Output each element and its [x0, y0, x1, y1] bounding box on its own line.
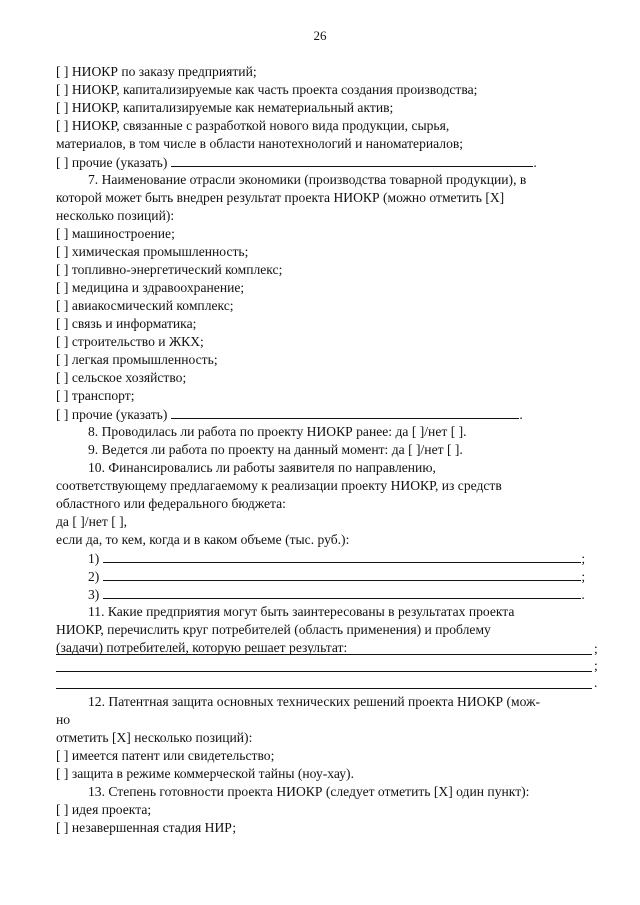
answer-fill-line[interactable]	[56, 688, 592, 689]
other-fill-blank[interactable]	[171, 405, 519, 419]
option-line: [ ] НИОКР, связанные с разработкой нового вида продукции, сырья,	[56, 118, 450, 133]
line-end-mark: .	[581, 587, 585, 602]
question-13-text: 13. Степень готовности проекта НИОКР (следует отметить [X] один пункт):	[88, 784, 530, 799]
question-12-text: 12. Патентная защита основных технических решений проекта НИОКР (мож-	[88, 694, 541, 709]
question-9-text: 9. Ведется ли работа по проекту на данный момент: да [ ]/нет [ ].	[88, 442, 463, 457]
question-10-text: областного или федерального бюджета:	[56, 496, 286, 511]
option-line: [ ] незавершенная стадия НИР;	[56, 820, 237, 835]
option-line: [ ] машиностроение;	[56, 226, 175, 241]
other-fill-blank[interactable]	[171, 153, 533, 167]
question-11-text: (задачи) потребителей, которую решает результат:	[56, 640, 348, 655]
option-line: [ ] топливно-энергетический комплекс;	[56, 262, 283, 277]
other-option-label: [ ] прочие (указать)	[56, 407, 168, 422]
option-line: [ ] медицина и здравоохранение;	[56, 280, 245, 295]
funding-fill-blank[interactable]	[103, 585, 581, 599]
option-line: [ ] имеется патент или свидетельство;	[56, 748, 275, 763]
option-line: [ ] НИОКР, капитализируемые как нематериальный актив;	[56, 100, 394, 115]
funding-entry-1	[88, 549, 585, 568]
other-option-line	[56, 153, 537, 172]
option-line: [ ] НИОКР, капитализируемые как часть проекта создания производства;	[56, 82, 478, 97]
funding-entry-3	[88, 585, 585, 604]
entry-number: 2)	[88, 569, 100, 584]
option-line: [ ] сельское хозяйство;	[56, 370, 187, 385]
option-line: [ ] транспорт;	[56, 388, 135, 403]
question-11-text: НИОКР, перечислить круг потребителей (область применения) и проблему	[56, 622, 491, 637]
other-option-line	[56, 405, 523, 424]
funding-entry-2	[88, 567, 585, 586]
funding-fill-blank[interactable]	[103, 567, 581, 581]
question-7-text: несколько позиций):	[56, 208, 175, 223]
option-line: [ ] защита в режиме коммерческой тайны (ноу-хау).	[56, 766, 354, 781]
question-12-text: отметить [X] несколько позиций):	[56, 730, 253, 745]
option-line: [ ] авиакосмический комплекс;	[56, 298, 234, 313]
question-10-text: 10. Финансировались ли работы заявителя по направлению,	[88, 460, 436, 475]
answer-fill-line[interactable]	[56, 671, 592, 672]
line-end-mark: .	[519, 407, 523, 422]
entry-number: 3)	[88, 587, 100, 602]
question-8-text: 8. Проводилась ли работа по проекту НИОКР ранее: да [ ]/нет [ ].	[88, 424, 467, 439]
question-7-text: 7. Наименование отрасли экономики (производства товарной продукции), в	[88, 172, 527, 187]
line-end-mark: .	[533, 155, 537, 170]
line-end-mark: ;	[594, 658, 598, 673]
entry-number: 1)	[88, 551, 100, 566]
answer-fill-line[interactable]	[56, 654, 592, 655]
option-line: [ ] строительство и ЖКХ;	[56, 334, 204, 349]
question-7-text: которой может быть внедрен результат проекта НИОКР (можно отметить [X]	[56, 190, 505, 205]
page-number: 26	[313, 28, 327, 43]
question-10-text: да [ ]/нет [ ],	[56, 514, 128, 529]
option-line: [ ] легкая промышленность;	[56, 352, 218, 367]
question-10-text: если да, то кем, когда и в каком объеме (тыс. руб.):	[56, 532, 350, 547]
line-end-mark: ;	[581, 569, 586, 584]
question-12-text: но	[56, 712, 71, 727]
option-line: [ ] НИОКР по заказу предприятий;	[56, 64, 257, 79]
option-line: [ ] идея проекта;	[56, 802, 152, 817]
line-end-mark: .	[594, 675, 598, 690]
line-end-mark: ;	[581, 551, 586, 566]
line-end-mark: ;	[594, 641, 598, 656]
question-11-text: 11. Какие предприятия могут быть заинтересованы в результатах проекта	[88, 604, 515, 619]
question-10-text: соответствующему предлагаемому к реализации проекту НИОКР, из средств	[56, 478, 502, 493]
option-line: материалов, в том числе в области нанотехнологий и наноматериалов;	[56, 136, 464, 151]
other-option-label: [ ] прочие (указать)	[56, 155, 168, 170]
option-line: [ ] связь и информатика;	[56, 316, 197, 331]
option-line: [ ] химическая промышленность;	[56, 244, 249, 259]
funding-fill-blank[interactable]	[103, 549, 581, 563]
